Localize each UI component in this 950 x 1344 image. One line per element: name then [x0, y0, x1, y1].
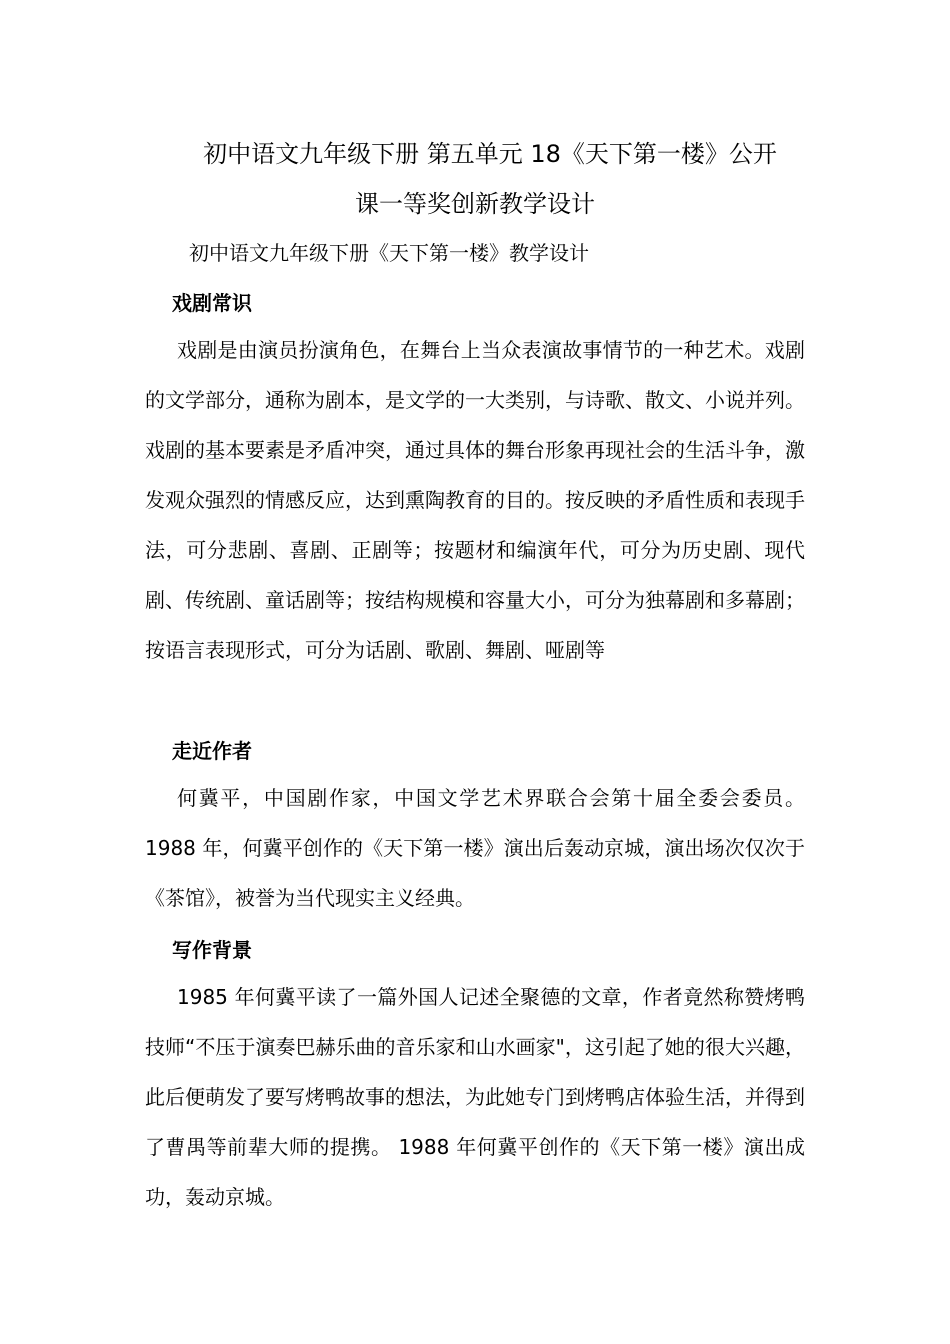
section-heading-drama-basics: 戏剧常识 [172, 291, 252, 315]
section-heading-background: 写作背景 [172, 938, 252, 962]
section-body-author: 何冀平，中国剧作家，中国文学艺术界联合会第十届全委会委员。1988 年，何冀平创作的《天下第一楼》演出后轰动京城，演出场次仅次于《茶馆》，被誉为当代现实主义经典。 [145, 786, 805, 910]
section-body-background: 1985 年何冀平读了一篇外国人记述全聚德的文章，作者竟然称赞烤鸭技师“不压于演奏巴赫乐曲的音乐家和山水画家"，这引起了她的很大兴趣，此后便萌发了要写烤鸭故事的想法，为此她专门到烤鸭店体验生活，并得到了曹禺等前辈大师的提携。 1988 年何冀平创作的《天下第一楼》演出成功，轰动京城。 [145, 985, 805, 1209]
section-body-drama-basics: 戏剧是由演员扮演角色，在舞台上当众表演故事情节的一种艺术。戏剧的文学部分，通称为剧本，是文学的一大类别，与诗歌、散文、小说并列。戏剧的基本要素是矛盾冲突，通过具体的舞台形象再现社会的生活斗争，激发观众强烈的情感反应，达到熏陶教育的目的。按反映的矛盾性质和表现手法，可分悲剧、喜剧、正剧等；按题材和编演年代，可分为历史剧、现代剧、传统剧、童话剧等；按结构规模和容量大小，可分为独幕剧和多幕剧；按语言表现形式，可分为话剧、歌剧、舞剧、哑剧等 [145, 338, 805, 662]
document-title-line-1: 初中语文九年级下册 第五单元 18《天下第一楼》公开 [203, 140, 777, 168]
section-heading-author: 走近作者 [172, 739, 252, 763]
document-subtitle: 初中语文九年级下册《天下第一楼》教学设计 [189, 241, 589, 265]
document-title-line-2: 课一等奖创新教学设计 [355, 190, 595, 218]
